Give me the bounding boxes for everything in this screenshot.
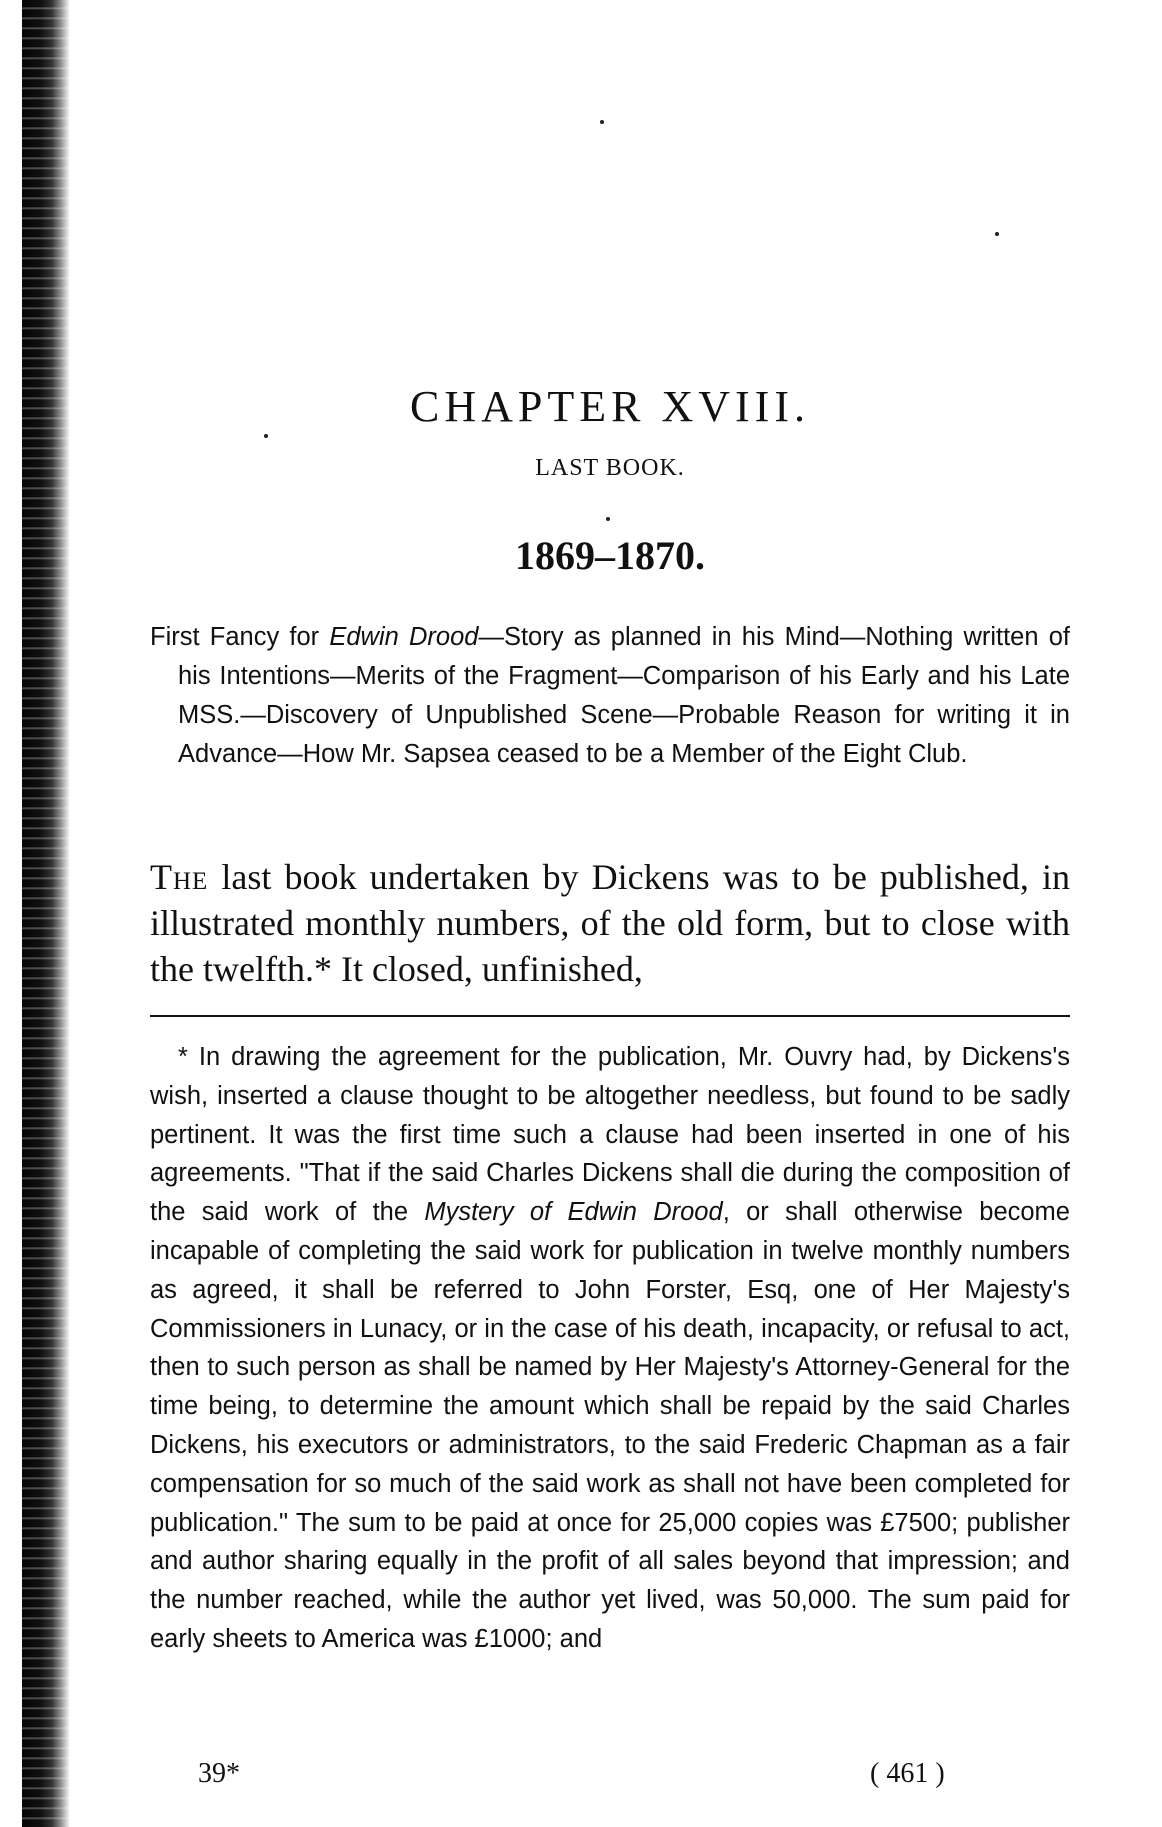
chapter-years: 1869–1870. <box>515 533 705 578</box>
signature-mark: 39* <box>198 1758 240 1789</box>
page-number: ( 461 ) <box>870 1758 945 1789</box>
footnote-text-start: * In drawing the agreement for the publication, Mr. Ouvry had, by Dickens's wish, inserted a clause thought to be altogether needless, but found to be sadly pertinent. It was the first time such a clause had been inserted in one of his agreements. "That if the said Charles Dickens shall die during the composition of the said work of the <box>150 1043 1070 1227</box>
print-speck <box>995 232 999 236</box>
body-text: last book undertaken by Dickens was to be published, in illustrated monthly numbers, of the old form, but to close with the twelfth.* It closed, unfinished, <box>150 857 1070 989</box>
scanned-page-edge <box>22 0 70 1827</box>
footnote <box>150 1038 1070 1659</box>
chapter-synopsis <box>150 618 1070 774</box>
chapter-subtitle: LAST BOOK. <box>535 455 685 481</box>
footnote-book-title: Mystery of Edwin Drood <box>424 1198 723 1227</box>
chapter-title: CHAPTER XVIII. <box>410 382 810 432</box>
footnote-text-rest: , or shall otherwise become incapable of completing the said work for publication in twelve monthly numbers as agreed, it shall be referred to John Forster, Esq, one of Her Majesty's Commissioners in Lunacy, or in the case of his death, incapacity, or refusal to act, then to such person as shall be named by Her Majesty's Attorney-General for the time being, to determine the amount which shall be repaid by the said Charles Dickens, his executors or administrators, to the said Frederic Chapman as a fair compensation for so much of the said work as shall not have been completed for publication." The sum to be paid at once for 25,000 copies was £7500; publisher and author sharing equally in the profit of all sales beyond that impression; and the number reached, while the author yet lived, was 50,000. The sum paid for early sheets to America was £1000; and <box>150 1198 1070 1653</box>
body-lead-word: The <box>150 857 209 897</box>
footnote-divider <box>150 1015 1070 1017</box>
print-speck <box>600 120 604 124</box>
synopsis-text-rest: —Story as planned in his Mind—Nothing written of his Intentions—Merits of the Fragment—Comparison of his Early and his Late MSS.—Discovery of Unpublished Scene—Probable Reason for writing it in Advance—How Mr. Sapsea ceased to be a Member of the Eight Club. <box>178 623 1071 768</box>
synopsis-text-start: First Fancy for <box>150 623 330 651</box>
body-paragraph <box>150 854 1070 992</box>
book-page <box>150 0 1070 1827</box>
print-speck <box>606 517 610 521</box>
synopsis-book-title: Edwin Drood <box>329 623 479 651</box>
page-footer <box>150 1758 1070 1798</box>
print-speck <box>264 434 268 438</box>
